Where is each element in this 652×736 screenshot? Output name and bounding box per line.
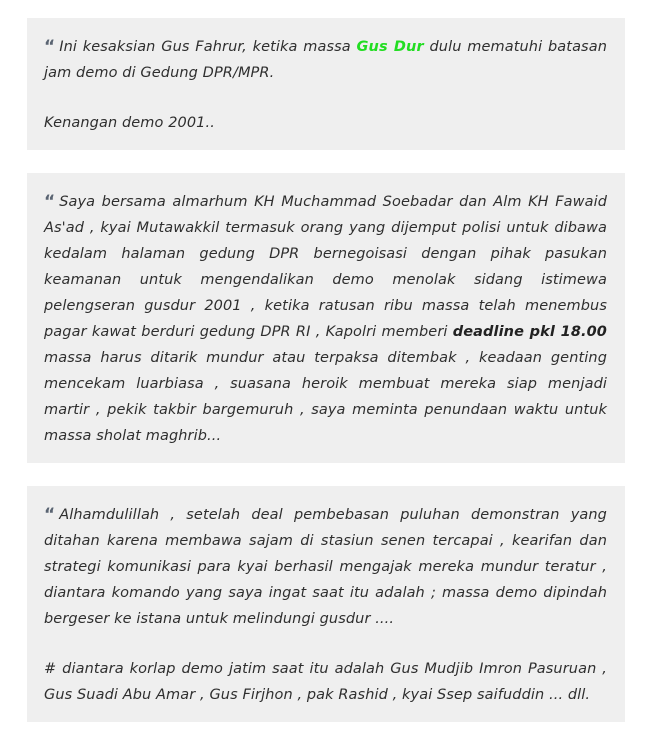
double-quote-icon: “ [44,505,55,525]
text-run: Alhamdulillah , setelah deal pembebasan puluhan demonstran yang ditahan karena membawa sajam di stasiun senen tercapai , kearifan dan strategi komunikasi para kyai berhasil mengajak mereka mundur teratur , diantara komando yang saya ingat saat itu adalah ; massa demo dipindah bergeser ke istana untuk melindungi gusdur .... [44,507,607,627]
rich-text [44,39,607,81]
quote-paragraph [44,110,607,136]
rich-text [44,507,607,627]
quote-block-1 [27,18,625,150]
double-quote-icon: “ [44,192,55,212]
text-run: Kenangan demo 2001.. [44,115,215,131]
text-run: Saya bersama almarhum KH Muchammad Soebadar dan Alm KH Fawaid As'ad , kyai Mutawakkil termasuk orang yang dijemput polisi untuk dibawa kedalam halaman gedung DPR bernegoisasi dengan pihak pasukan keamanan untuk mengendalikan demo menolak sidang istimewa pelengseran gusdur 2001 , ketika ratusan ribu massa telah menembus pagar kawat berduri gedung DPR RI , Kapolri memberi [44,194,607,340]
text-run: dulu mematuhi batasan jam demo di Gedung DPR/MPR. [44,39,607,81]
quote-paragraph [44,502,607,632]
quote-paragraph [44,34,607,86]
quote-block-3 [27,486,625,722]
rich-text [44,194,607,444]
rich-text [44,661,607,703]
emphasized-text: deadline pkl 18.00 [452,324,607,340]
text-run: massa harus ditarik mundur atau terpaksa ditembak , keadaan genting mencekam luarbiasa , suasana heroik membuat mereka siap menjadi martir , pekik takbir bargemuruh , saya meminta penundaan waktu untuk massa sholat maghrib... [44,350,607,444]
quote-paragraph [44,189,607,449]
text-run: Ini kesaksian Gus Fahrur, ketika massa [59,39,357,55]
text-run: # diantara korlap demo jatim saat itu adalah Gus Mudjib Imron Pasuruan , Gus Suadi Abu Amar , Gus Firjhon , pak Rashid , kyai Ssep saifuddin ... dll. [44,661,607,703]
double-quote-icon: “ [44,37,55,57]
rich-text [44,115,215,131]
highlighted-name: Gus Dur [356,39,424,55]
quote-block-2 [27,173,625,463]
quote-paragraph [44,656,607,708]
